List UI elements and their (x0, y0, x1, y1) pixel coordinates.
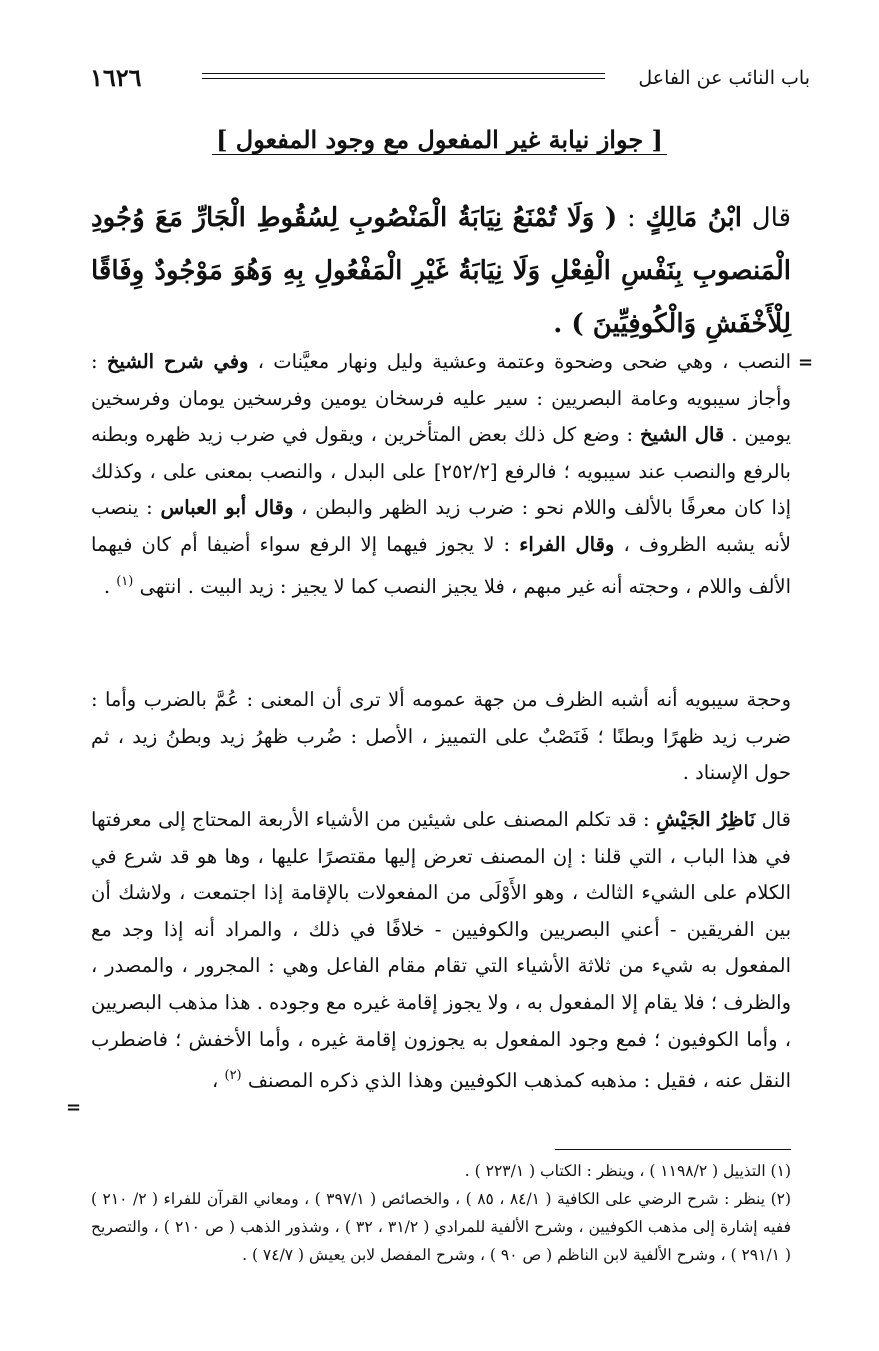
matn-colon: : (626, 203, 636, 233)
continuation-mark: = (798, 352, 814, 373)
sharh-text-2: : وأجاز سيبويه وعامة البصريين : سير عليه فرسخان يومين وفرسخين يومان وفرسخين يومين . (91, 350, 792, 447)
matn-quote: ( وَلَا تُمْنَعُ نِيَابَةُ الْمَنْصُوبِ لِسُقُوطِ الْجَارِّ مَعَ وُجُودِ الْمَنصوبِ بِنَفْسِ الْفِعْلِ وَلَا نِيَابَةُ غَيْرِ الْمَفْعُولِ بِهِ وَهُوَ مَوْجُودٌ وِفَاقًا لِلْأَخْفَشِ وَالْكُوفِيِّينَ ) . (91, 203, 791, 339)
page-number: ١٦٢٦ (90, 63, 142, 92)
sharh-text-3: : وضع كل ذلك بعض المتأخرين ، ويقول في ضرب زيد ظهره وبطنه بالرفع والنصب عند سيبويه ؛ فالرفع [٢٥٢/٢] على البدل ، والنصب بمعنى على ، وكذلك إذا كان معرفًا بالألف واللام نحو : ضرب زيد الظهر والبطن ، (91, 423, 791, 520)
footnote-1: (١) التذييل ( ١١٩٨/٢ ) ، وينظر : الكتاب ( ٢٢٣/١ ) . (464, 1162, 791, 1180)
page-header (90, 60, 810, 96)
sharh-bold-1: وفي شرح الشيخ (106, 350, 249, 373)
sharh-bold-3: وقال أبو العباس (160, 496, 294, 520)
section-title-text: [ جواز نيابة غير المفعول مع وجود المفعول ] (212, 125, 667, 155)
sharh-text-6: . (103, 574, 111, 598)
sharh-text-5: : لا يجوز فيهما إلا الرفع سواء أضيفا أم كان فيهما الألف واللام ، وحجته أنه غير مبهم ، فلا يجيز النصب كما لا يجيز : زيد البيت . انتهى (91, 532, 791, 598)
matn-intro: قال (751, 203, 792, 233)
sharh-continued-paragraph (91, 344, 791, 605)
footnotes (91, 1157, 791, 1269)
footnote-rule (555, 1149, 791, 1150)
nazir-al-jaysh-paragraph (91, 802, 791, 1100)
section-title (0, 120, 879, 160)
continuation-mark-end: = (66, 1097, 82, 1118)
p3-text-2: ، (211, 1069, 219, 1093)
header-rule (202, 73, 605, 79)
sharh-text-4: : ينصب لأنه يشبه الظروف ، (91, 496, 791, 556)
footnote-ref-1[interactable]: (١) (116, 573, 134, 589)
sharh-text-1: النصب ، وهي ضحى وضحوة وعتمة وعشية وليل ونهار معيَّنات ، (257, 350, 791, 373)
matn-paragraph (91, 192, 791, 351)
p3-text-1: : قد تكلم المصنف على شيئين من الأشياء الأربعة المحتاج إلى معرفتها في هذا الباب ، التي قلنا : إن المصنف تعرض إليها مقتصرًا عليها ، وها هو قد شرع في الكلام على الشيء الثالث ، وهو الأَوْلَى من المفعولات بالإقامة إذا اجتمعت ، ولاشك أن بين الفريقين - أعني البصريين والكوفيين - خلافًا في ذلك ، والمراد أنه إذا وجد مع المفعول به شيء من ثلاثة الأشياء التي تقام مقام الفاعل وهي : المجرور ، والمصدر ، والظرف ؛ فلا يقام إلا المفعول به ، ولا يجوز إقامة غيره مع وجوده . هذا مذهب البصريين ، وأما الكوفيون ؛ فمع وجود المفعول به يجوزون إقامة غيره ، وأما الأخفش ؛ فاضطرب النقل عنه ، فقيل : مذهبه كمذهب الكوفيين وهذا الذي ذكره المصنف (91, 808, 791, 1093)
footnote-ref-2[interactable]: (٢) (224, 1068, 242, 1084)
sharh-bold-4: وقال الفراء (519, 532, 615, 556)
p3-intro: قال (761, 808, 791, 831)
matn-author: ابْنُ مَالِكٍ (645, 203, 742, 233)
footnote-2: (٢) ينظر : شرح الرضي على الكافية ( ٨٤/١ ، ٨٥ ) ، والخصائص ( ٣٩٧/١ ) ، ومعاني القرآن للفراء ( ٢/ ٢١٠ ) ففيه إشارة إلى مذهب الكوفيين ، وشرح الألفية للمرادي ( ٣١/٢ ، ٣٢ ) ، وشذور الذهب ( ص ٢١٠ ) ، والتصريح ( ٢٩١/١ ) ، وشرح الألفية لابن الناظم ( ص ٩٠ ) ، وشرح المفصل لابن يعيش ( ٧٤/٧ ) . (91, 1190, 792, 1264)
sharh-bold-2: قال الشيخ (640, 423, 725, 447)
sibawayh-argument-paragraph: وحجة سيبويه أنه أشبه الظرف من جهة عمومه ألا ترى أن المعنى : عُمَّ بالضرب وأما : ضرب زيد ظهرًا وبطنًا ؛ فَنَصْبٌ على التمييز ، الأصل : ضُرب ظهرُ زيد وبطنُ زيد ، ثم حول الإسناد . (91, 688, 791, 785)
p3-author: نَاظِرُ الجَيْشِ (655, 808, 756, 831)
chapter-title: باب النائب عن الفاعل (638, 67, 810, 89)
